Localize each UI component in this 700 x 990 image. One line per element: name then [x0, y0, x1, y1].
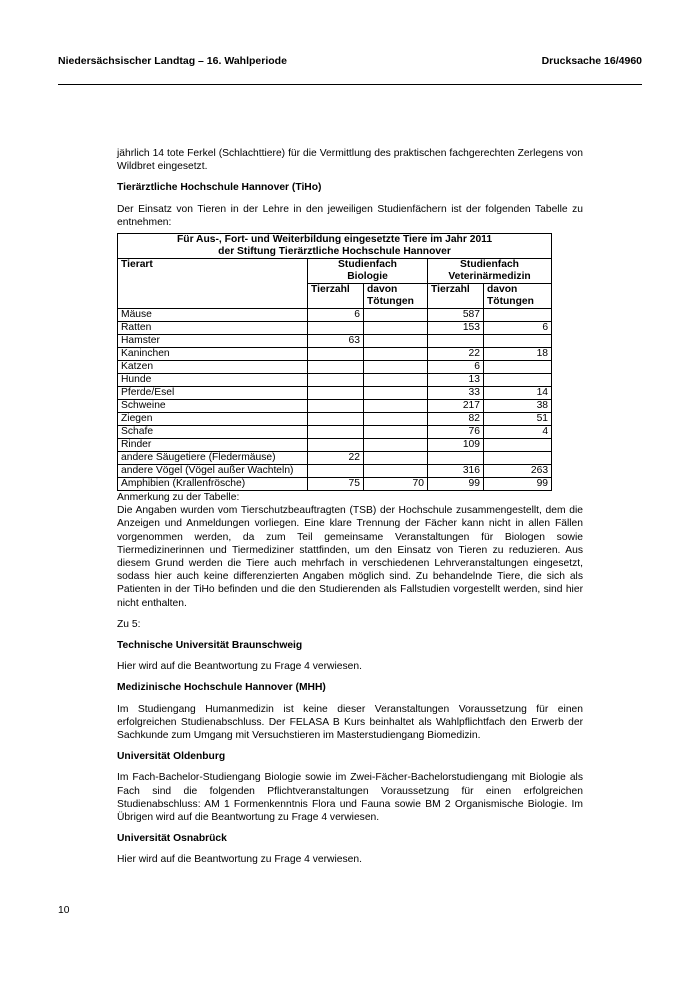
table-row — [118, 452, 552, 465]
cell-vet-tierzahl: 6 — [428, 361, 484, 374]
cell-bio-toetungen — [364, 439, 428, 452]
cell-vet-toetungen: 4 — [484, 426, 552, 439]
intro-paragraph: jährlich 14 tote Ferkel (Schlachttiere) für die Vermittlung des praktischen fachgerechten Zerlegens von Wildbret eingesetzt. — [117, 148, 583, 173]
header-biologie-line-2: Biologie — [347, 271, 388, 283]
cell-tierart: Katzen — [118, 361, 308, 374]
section-text-uni-osnabrueck: Hier wird auf die Beantwortung zu Frage 4 verwiesen. — [117, 854, 362, 866]
cell-bio-toetungen — [364, 387, 428, 400]
header-vet-line-1: Studienfach — [460, 259, 519, 271]
cell-bio-tierzahl — [308, 361, 364, 374]
cell-bio-toetungen — [364, 426, 428, 439]
cell-bio-toetungen — [364, 322, 428, 335]
cell-vet-toetungen: 6 — [484, 322, 552, 335]
cell-tierart: andere Säugetiere (Fledermäuse) — [118, 452, 308, 465]
header-biologie-line-1: Studienfach — [338, 259, 397, 271]
cell-vet-toetungen — [484, 335, 552, 348]
cell-bio-tierzahl — [308, 387, 364, 400]
page-body — [117, 147, 583, 875]
cell-bio-tierzahl — [308, 439, 364, 452]
cell-vet-toetungen: 14 — [484, 387, 552, 400]
page-number: 10 — [58, 905, 70, 916]
table-title-cell — [118, 234, 552, 259]
table-row — [118, 309, 552, 322]
cell-vet-tierzahl: 153 — [428, 322, 484, 335]
section-heading-tu-braunschweig: Technische Universität Braunschweig — [117, 640, 303, 652]
animal-usage-table — [117, 233, 552, 491]
cell-vet-tierzahl: 76 — [428, 426, 484, 439]
cell-bio-toetungen — [364, 413, 428, 426]
cell-vet-tierzahl: 82 — [428, 413, 484, 426]
cell-vet-toetungen: 51 — [484, 413, 552, 426]
header-title: Niedersächsischer Landtag – 16. Wahlperiode — [58, 55, 287, 67]
cell-vet-toetungen — [484, 361, 552, 374]
cell-bio-toetungen — [364, 335, 428, 348]
table-row — [118, 439, 552, 452]
header-vet-tierzahl: Tierzahl — [428, 284, 484, 309]
header-group-biologie — [308, 259, 428, 284]
cell-vet-tierzahl: 316 — [428, 465, 484, 478]
header-divider — [58, 84, 642, 85]
cell-vet-toetungen: 38 — [484, 400, 552, 413]
table-row — [118, 426, 552, 439]
cell-vet-tierzahl: 217 — [428, 400, 484, 413]
header-vet-toetungen — [484, 284, 552, 309]
header-bio-tierzahl: Tierzahl — [308, 284, 364, 309]
cell-tierart: Pferde/Esel — [118, 387, 308, 400]
cell-bio-tierzahl — [308, 400, 364, 413]
table-body — [118, 309, 552, 491]
cell-tierart: Hunde — [118, 374, 308, 387]
cell-bio-toetungen — [364, 465, 428, 478]
cell-tierart: Rinder — [118, 439, 308, 452]
cell-bio-tierzahl — [308, 348, 364, 361]
cell-bio-tierzahl — [308, 465, 364, 478]
table-row — [118, 322, 552, 335]
cell-vet-toetungen — [484, 374, 552, 387]
cell-tierart: Ratten — [118, 322, 308, 335]
cell-tierart: Schafe — [118, 426, 308, 439]
cell-bio-tierzahl — [308, 322, 364, 335]
cell-bio-toetungen — [364, 309, 428, 322]
cell-tierart: andere Vögel (Vögel außer Wachteln) — [118, 465, 308, 478]
section-text-tu-braunschweig: Hier wird auf die Beantwortung zu Frage 4 verwiesen. — [117, 661, 362, 673]
cell-vet-tierzahl: 109 — [428, 439, 484, 452]
cell-bio-toetungen: 70 — [364, 478, 428, 491]
table-row — [118, 361, 552, 374]
table-title-line-1: Für Aus-, Fort- und Weiterbildung eingesetzte Tiere im Jahr 2011 — [176, 234, 493, 246]
table-note-text: Die Angaben wurden vom Tierschutzbeauftragten (TSB) der Hochschule zusammengestellt, dem die Anzeigen und Anmeldungen vorliegen. Eine klare Trennung der Fächer kann nicht in allen Fällen vorgenommen werden, da zum Teil gemeinsame Veranstaltungen für Biologen sowie Tiermedizinerinnen und Tiermediziner stattfinden, um den Einsatz von Tieren zu reduzieren. Aus diesem Grund werden die Tiere auch mehrfach in verschiedenen Lehrveranstaltungen eingesetzt, sodass hier auch keine differenzierten Angaben möglich sind. Zu behandelnde Tiere, die sich als Patienten in der TiHo befinden und die den Studierenden als Fallstudien vorgestellt werden, sind hier nicht enthalten. — [117, 505, 583, 609]
cell-bio-tierzahl — [308, 413, 364, 426]
answer-5-label: Zu 5: — [117, 618, 141, 630]
header-tierart: Tierart — [118, 259, 308, 309]
table-intro-paragraph: Der Einsatz von Tieren in der Lehre in den jeweiligen Studienfächern ist der folgenden Tabelle zu entnehmen: — [117, 203, 583, 228]
header-vet-davon: davon — [487, 284, 518, 296]
cell-bio-tierzahl — [308, 374, 364, 387]
header-bio-davon: davon — [367, 284, 398, 296]
cell-tierart: Mäuse — [118, 309, 308, 322]
table-row — [118, 413, 552, 426]
cell-vet-tierzahl: 33 — [428, 387, 484, 400]
cell-bio-tierzahl: 6 — [308, 309, 364, 322]
table-row — [118, 335, 552, 348]
table-row — [118, 387, 552, 400]
table-title-row — [118, 234, 552, 259]
cell-tierart: Amphibien (Krallenfrösche) — [118, 478, 308, 491]
header-bio-toetungen-label: Tötungen — [367, 296, 414, 308]
cell-vet-tierzahl — [428, 452, 484, 465]
section-heading-uni-osnabrueck: Universität Osnabrück — [117, 833, 227, 845]
table-row — [118, 478, 552, 491]
table-note-label: Anmerkung zu der Tabelle: — [117, 492, 240, 504]
header-bio-toetungen — [364, 284, 428, 309]
table-row — [118, 465, 552, 478]
cell-vet-toetungen: 263 — [484, 465, 552, 478]
cell-bio-tierzahl — [308, 426, 364, 439]
table-group-header-row — [118, 259, 552, 284]
cell-bio-toetungen — [364, 361, 428, 374]
cell-vet-toetungen: 18 — [484, 348, 552, 361]
section-heading-tiho: Tierärztliche Hochschule Hannover (TiHo) — [117, 182, 322, 194]
header-doc-number: Drucksache 16/4960 — [541, 55, 642, 67]
table-title-line-2: der Stiftung Tierärztliche Hochschule Hannover — [218, 246, 451, 258]
cell-vet-tierzahl: 22 — [428, 348, 484, 361]
cell-vet-toetungen: 99 — [484, 478, 552, 491]
header-vet-line-2: Veterinärmedizin — [448, 271, 531, 283]
header-vet-toetungen-label: Tötungen — [487, 296, 534, 308]
cell-bio-toetungen — [364, 348, 428, 361]
cell-tierart: Kaninchen — [118, 348, 308, 361]
section-text-mhh: Im Studiengang Humanmedizin ist keine dieser Veranstaltungen Voraussetzung für einen erfolgreichen Studienabschluss. Der FELASA B Kurs beinhaltet als Wahlpflichtfach den Erwerb der Sachkunde zum Umgang mit Versuchstieren im Masterstudiengang Biomedizin. — [117, 703, 583, 742]
cell-vet-tierzahl: 587 — [428, 309, 484, 322]
cell-vet-toetungen — [484, 452, 552, 465]
cell-vet-tierzahl: 13 — [428, 374, 484, 387]
cell-bio-toetungen — [364, 374, 428, 387]
cell-bio-tierzahl: 22 — [308, 452, 364, 465]
cell-bio-tierzahl: 75 — [308, 478, 364, 491]
cell-vet-tierzahl — [428, 335, 484, 348]
cell-tierart: Hamster — [118, 335, 308, 348]
cell-bio-toetungen — [364, 452, 428, 465]
header-group-veterinaermedizin — [428, 259, 552, 284]
section-text-uni-oldenburg: Im Fach-Bachelor-Studiengang Biologie sowie im Zwei-Fächer-Bachelorstudiengang mit Biologie als Fach sind die folgenden Pflichtveranstaltungen Voraussetzung für einen erfolgreichen Studienabschluss: AM 1 Formenkenntnis Flora und Fauna sowie BM 2 Organismische Biologie. Im Übrigen wird auf die Beantwortung zu Frage 4 verwiesen. — [117, 772, 583, 824]
cell-tierart: Schweine — [118, 400, 308, 413]
table-row — [118, 348, 552, 361]
cell-bio-toetungen — [364, 400, 428, 413]
cell-bio-tierzahl: 63 — [308, 335, 364, 348]
cell-vet-tierzahl: 99 — [428, 478, 484, 491]
cell-vet-toetungen — [484, 309, 552, 322]
table-row — [118, 400, 552, 413]
page-header — [58, 55, 642, 69]
cell-tierart: Ziegen — [118, 413, 308, 426]
table-row — [118, 374, 552, 387]
section-heading-uni-oldenburg: Universität Oldenburg — [117, 751, 226, 763]
cell-vet-toetungen — [484, 439, 552, 452]
section-heading-mhh: Medizinische Hochschule Hannover (MHH) — [117, 682, 326, 694]
